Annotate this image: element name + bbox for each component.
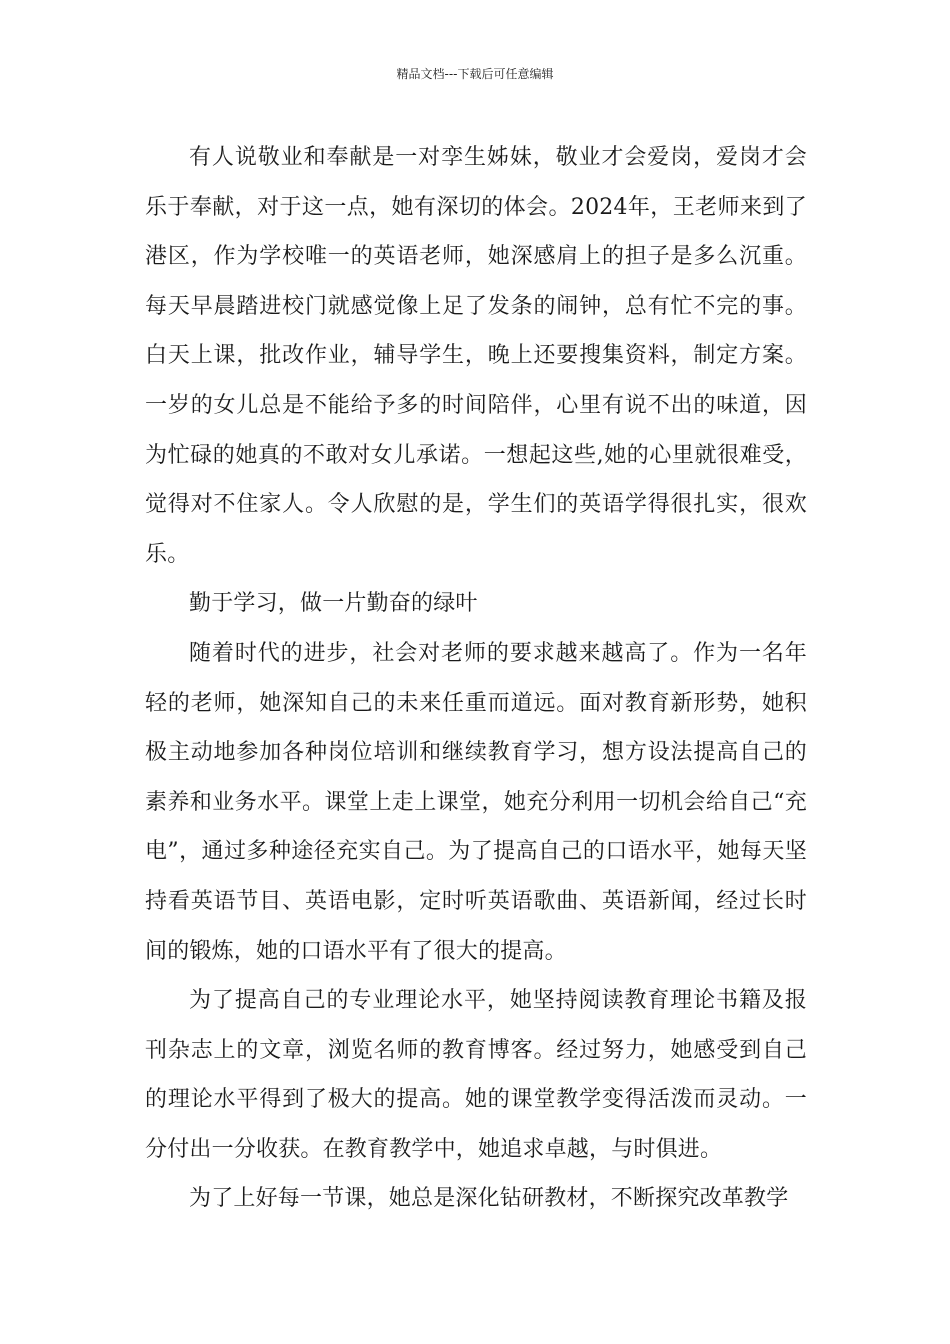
paragraph-teaching: 为了上好每一节课，她总是深化钻研教材，不断探究改革教学: [189, 1186, 789, 1212]
paragraph-theory: 为了提高自己的专业理论水平，她坚持阅读教育理论书籍及报刊杂志上的文章，浏览名师的教育博客。经过努力，她感受到自己的理论水平得到了极大的提高。她的课堂教学变得活泼而灵动。一分付出一分收获。在教育教学中，她追求卓越，与时俱进。: [145, 988, 807, 1162]
page-header: 精品文档---下载后可任意编辑: [396, 67, 554, 81]
document-body: [145, 133, 807, 1224]
section-heading-study: 勤于学习，做一片勤奋的绿叶: [189, 591, 478, 617]
paragraph-dedication: 有人说敬业和奉献是一对孪生姊妹，敬业才会爱岗，爱岗才会乐于奉献，对于这一点，她有深切的体会。2024年，王老师来到了港区，作为学校唯一的英语老师，她深感肩上的担子是多么沉重。每天早晨踏进校门就感觉像上足了发条的闹钟，总有忙不完的事。白天上课，批改作业，辅导学生，晚上还要搜集资料，制定方案。一岁的女儿总是不能给予多的时间陪伴，心里有说不出的味道，因为忙碌的她真的不敢对女儿承诺。一想起这些,她的心里就很难受，觉得对不住家人。令人欣慰的是，学生们的英语学得很扎实，很欢乐。: [145, 145, 807, 567]
paragraph-study: 随着时代的进步，社会对老师的要求越来越高了。作为一名年轻的老师，她深知自己的未来任重而道远。面对教育新形势，她积极主动地参加各种岗位培训和继续教育学习，想方设法提高自己的素养和业务水平。课堂上走上课堂，她充分利用一切机会给自己“充电”，通过多种途径充实自己。为了提高自己的口语水平，她每天坚持看英语节目、英语电影，定时听英语歌曲、英语新闻，经过长时间的锻炼，她的口语水平有了很大的提高。: [145, 640, 807, 964]
